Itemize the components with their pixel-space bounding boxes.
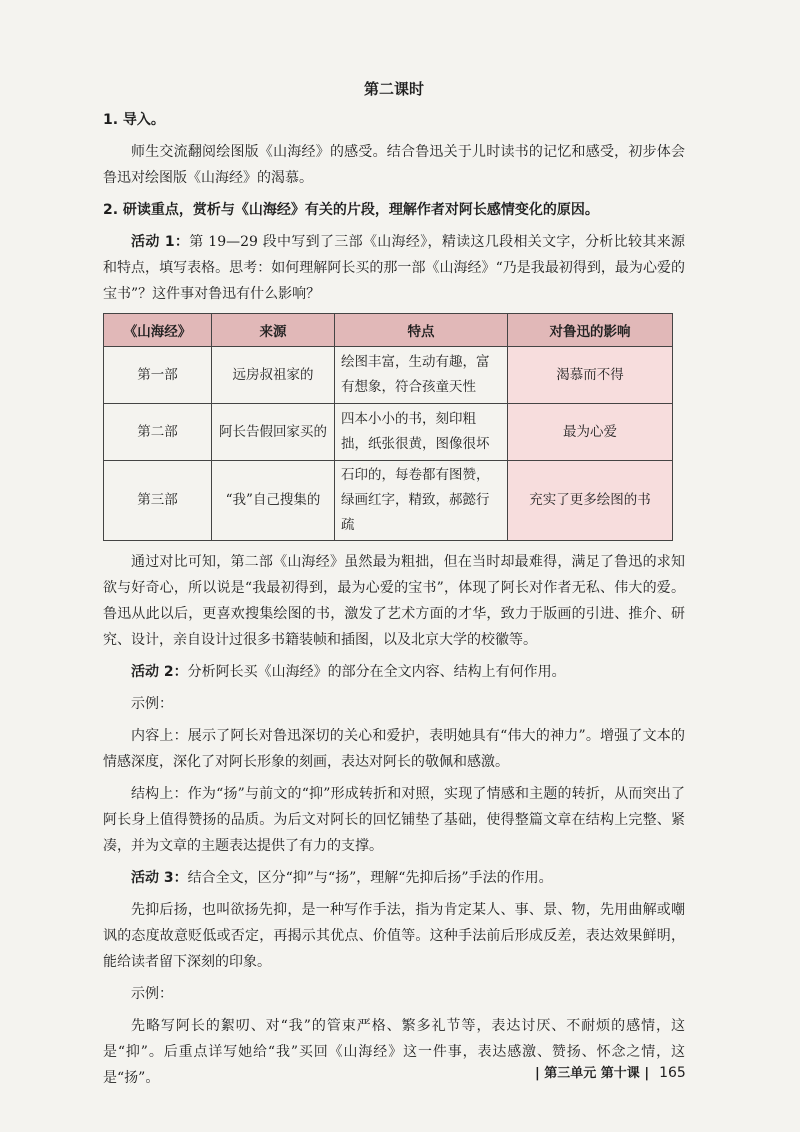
activity2-paragraph <box>103 659 685 685</box>
activity2-text: 分析阿长买《山海经》的部分在全文内容、结构上有何作用。 <box>187 664 566 680</box>
technique-paragraph: 先抑后扬，也叫欲扬先抑，是一种写作手法，指为肯定某人、事、景、物，先用曲解或嘲讽的态度故意贬低或否定，再揭示其优点、价值等。这种手法前后形成反差，表达效果鲜明，能给读者留下深刻的印象。 <box>103 902 685 970</box>
table-cell: 第一部 <box>104 347 212 404</box>
page-number: 165 <box>659 1065 686 1081</box>
table-cell: 第三部 <box>104 461 212 541</box>
section1-text: 师生交流翻阅绘图版《山海经》的感受。结合鲁迅关于儿时读书的记忆和感受，初步体会鲁迅对绘图版《山海经》的渴慕。 <box>103 144 685 186</box>
table-cell: 最为心爱 <box>508 404 673 461</box>
table-cell: “我”自己搜集的 <box>212 461 335 541</box>
table-cell: 绘图丰富，生动有趣，富有想象，符合孩童天性 <box>335 347 508 404</box>
example2-label: 示例： <box>131 986 173 1002</box>
content-paragraph: 内容上：展示了阿长对鲁迅深切的关心和爱护，表明她具有“伟大的神力”。增强了文本的情感深度，深化了对阿长形象的刻画，表达对阿长的敬佩和感激。 <box>103 728 685 770</box>
table-header-cell: 来源 <box>212 314 335 347</box>
activity2-label: 活动 2： <box>131 664 188 680</box>
table-cell: 第二部 <box>104 404 212 461</box>
table-cell: 远房叔祖家的 <box>212 347 335 404</box>
section2-heading: 2. 研读重点，赏析与《山海经》有关的片段，理解作者对阿长感情变化的原因。 <box>103 202 599 218</box>
table-row <box>104 461 673 541</box>
table-row <box>104 347 673 404</box>
table-header-row <box>104 314 673 347</box>
table-cell: 石印的，每卷都有图赞，绿画红字，精致，郝懿行疏 <box>335 461 508 541</box>
footer-unit: | 第三单元 第十课 | <box>535 1066 650 1081</box>
table-row <box>104 404 673 461</box>
table-header-cell: 特点 <box>335 314 508 347</box>
activity1-text: 第 19—29 段中写到了三部《山海经》，精读这几段相关文字，分析比较其来源和特点，填写表格。思考：如何理解阿长买的那一部《山海经》“乃是我最初得到，最为心爱的宝书”？这件事对鲁迅有什么影响？ <box>103 234 685 302</box>
table-cell: 充实了更多绘图的书 <box>508 461 673 541</box>
activity3-text: 结合全文，区分“抑”与“扬”，理解“先抑后扬”手法的作用。 <box>187 870 553 886</box>
activity3-label: 活动 3： <box>131 870 188 886</box>
table-cell: 四本小小的书，刻印粗拙，纸张很黄，图像很坏 <box>335 404 508 461</box>
structure-paragraph: 结构上：作为“扬”与前文的“抑”形成转折和对照，实现了情感和主题的转折，从而突出了阿长身上值得赞扬的品质。为后文对阿长的回忆铺垫了基础，使得整篇文章在结构上完整、紧凑，并为文章的主题表达提供了有力的支撑。 <box>103 786 685 854</box>
lesson-title: 第二课时 <box>363 80 424 98</box>
final-paragraph: 先略写阿长的絮叨、对“我”的管束严格、繁多礼节等，表达讨厌、不耐烦的感情，这是“抑”。后重点详写她给“我”买回《山海经》这一件事，表达感激、赞扬、怀念之情，这是“扬”。 <box>103 1018 685 1086</box>
activity3-paragraph <box>103 865 685 891</box>
table-header-cell: 对鲁迅的影响 <box>508 314 673 347</box>
example-label: 示例： <box>131 696 173 712</box>
shanhaijing-table <box>103 313 673 541</box>
table-cell: 渴慕而不得 <box>508 347 673 404</box>
table-cell: 阿长告假回家买的 <box>212 404 335 461</box>
page-footer <box>535 1062 686 1081</box>
activity1-label: 活动 1： <box>131 234 190 250</box>
page-content <box>103 78 685 1091</box>
activity1-paragraph <box>103 229 685 307</box>
after-table-paragraph: 通过对比可知，第二部《山海经》虽然最为粗拙，但在当时却最难得，满足了鲁迅的求知欲与好奇心，所以说是“我最初得到，最为心爱的宝书”，体现了阿长对作者无私、伟大的爱。鲁迅从此以后，更喜欢搜集绘图的书，激发了艺术方面的才华，致力于版画的引进、推介、研究、设计，亲自设计过很多书籍装帧和插图，以及北京大学的校徽等。 <box>103 554 685 648</box>
table-header-cell: 《山海经》 <box>104 314 212 347</box>
section1-heading: 1. 导入。 <box>103 112 165 128</box>
